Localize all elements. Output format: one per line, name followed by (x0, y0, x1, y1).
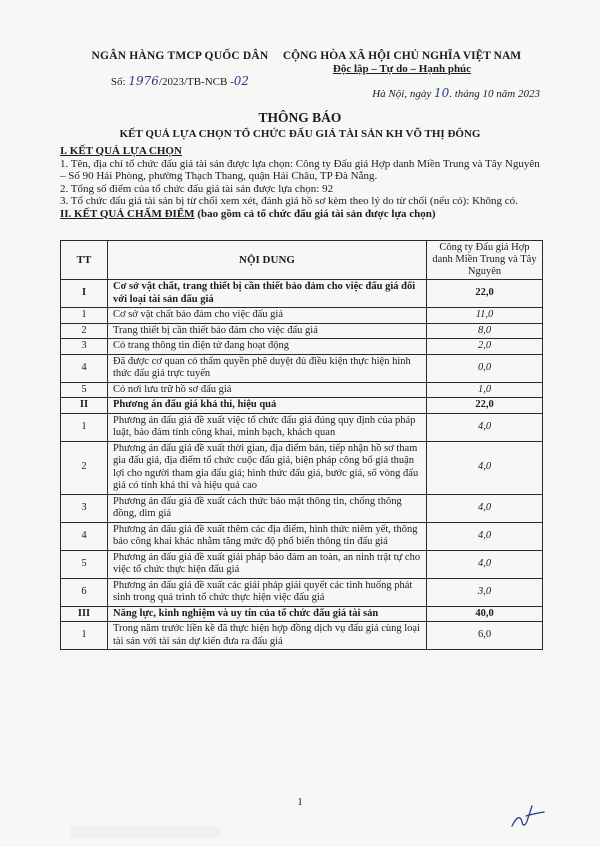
scoring-table (60, 240, 543, 650)
row-content: Phương án đấu giá đề xuất các giải pháp giải quyết các tình huống phát sinh trong quá trình tổ chức thực hiện việc đấu giá (108, 578, 427, 606)
row-score: 1,0 (427, 382, 543, 398)
row-content: Phương án đấu giá đề xuất việc tổ chức đấu giá đúng quy định của pháp luật, bảo đảm tính công khai, minh bạch, khách quan (108, 413, 427, 441)
row-content: Cơ sở vật chất, trang thiết bị cần thiết bảo đảm cho việc đấu giá đối với loại tài sản đấu giá (108, 280, 427, 308)
header-tt: TT (61, 241, 108, 280)
row-score: 2,0 (427, 339, 543, 355)
date-prefix: Hà Nội, ngày (372, 88, 432, 100)
page-number: 1 (297, 796, 303, 808)
faint-bleedthrough (70, 826, 220, 838)
row-score: 22,0 (427, 280, 543, 308)
date-day-handwritten: 10 (433, 86, 450, 100)
table-row (61, 308, 543, 324)
section-1-item-2: 2. Tổng số điểm của tổ chức đấu giá tài sản được lựa chọn: 92 (60, 182, 334, 195)
table-row (61, 522, 543, 550)
table-header-row (61, 241, 543, 280)
row-score: 0,0 (427, 354, 543, 382)
row-content: Có trang thông tin điện tử đang hoạt động (108, 339, 427, 355)
row-content: Năng lực, kinh nghiệm và uy tín của tổ chức đấu giá tài sản (108, 606, 427, 622)
row-score: 4,0 (427, 441, 543, 494)
table-row (61, 280, 543, 308)
row-tt: 6 (61, 578, 108, 606)
row-score: 4,0 (427, 413, 543, 441)
section-1-heading: I. KẾT QUẢ LỰA CHỌN (60, 145, 182, 157)
section-1 (60, 145, 544, 220)
row-content: Đã được cơ quan có thẩm quyền phê duyệt đủ điều kiện thực hiện hình thức đấu giá trực tuyến (108, 354, 427, 382)
row-content: Phương án đấu giá đề xuất giải pháp bảo đảm an toàn, an ninh trật tự cho việc tổ chức thực hiện đấu giá (108, 550, 427, 578)
section-2-title: II. KẾT QUẢ CHẤM ĐIỂM (60, 207, 195, 220)
nation-name: CỘNG HÒA XÃ HỘI CHỦ NGHĨA VIỆT NAM (282, 50, 522, 62)
row-tt: I (61, 280, 108, 308)
row-score: 22,0 (427, 398, 543, 414)
row-tt: 1 (61, 413, 108, 441)
row-tt: 2 (61, 323, 108, 339)
row-score: 3,0 (427, 578, 543, 606)
row-score: 11,0 (427, 308, 543, 324)
header-content: NỘI DUNG (108, 241, 427, 280)
row-content: Phương án đấu giá đề xuất cách thức bảo mật thông tin, chống thông đồng, dìm giá (108, 494, 427, 522)
doc-no-handwritten-suffix: 02 (233, 74, 250, 88)
section-2-note: (bao gồm cả tổ chức đấu giá tài sản được lựa chọn) (197, 207, 436, 220)
row-score: 4,0 (427, 494, 543, 522)
row-tt: 2 (61, 441, 108, 494)
row-tt: 4 (61, 522, 108, 550)
initials-signature (508, 800, 548, 839)
table-row (61, 622, 543, 650)
table-row (61, 494, 543, 522)
row-score: 4,0 (427, 550, 543, 578)
table-row (61, 606, 543, 622)
row-content: Phương án đấu giá đề xuất thêm các địa điểm, hình thức niêm yết, thông báo công khai khác nhằm tăng mức độ phổ biến thông tin đấu giá (108, 522, 427, 550)
row-tt: 5 (61, 550, 108, 578)
row-score: 6,0 (427, 622, 543, 650)
document-number (80, 74, 280, 88)
row-tt: 1 (61, 622, 108, 650)
doc-no-prefix: Số: (110, 76, 126, 88)
row-content: Phương án đấu giá khả thi, hiệu quả (108, 398, 427, 414)
table-row (61, 441, 543, 494)
table-row (61, 323, 543, 339)
row-tt: 1 (61, 308, 108, 324)
row-tt: 3 (61, 494, 108, 522)
header-company: Công ty Đấu giá Hợp danh Miền Trung và Tây Nguyên (427, 241, 543, 280)
row-score: 8,0 (427, 323, 543, 339)
section-2-heading (60, 208, 544, 221)
doc-no-handwritten: 1976 (128, 74, 159, 88)
row-tt: 5 (61, 382, 108, 398)
row-tt: 4 (61, 354, 108, 382)
row-content: Cơ sở vật chất bảo đảm cho việc đấu giá (108, 308, 427, 324)
doc-no-mid: /2023/TB-NCB - (158, 76, 234, 88)
date-suffix: . tháng 10 năm 2023 (449, 88, 540, 100)
row-score: 4,0 (427, 522, 543, 550)
table-body (61, 280, 543, 650)
document-title: THÔNG BÁO (258, 110, 342, 125)
issuer-block (80, 50, 280, 88)
section-1-item-1: 1. Tên, địa chỉ tổ chức đấu giá tài sản được lựa chọn: Công ty Đấu giá Hợp danh Miền Trung và Tây Nguyên – Số 90 Hải Phòng, phường Thạch Thang, quận Hải Châu, TP Đà Nẵng. (60, 157, 540, 182)
table-row (61, 382, 543, 398)
row-score: 40,0 (427, 606, 543, 622)
table-row (61, 339, 543, 355)
row-content: Trang thiết bị cần thiết bảo đảm cho việc đấu giá (108, 323, 427, 339)
date-line (300, 86, 540, 100)
row-tt: II (61, 398, 108, 414)
table-row (61, 354, 543, 382)
document-subtitle: KẾT QUẢ LỰA CHỌN TỔ CHỨC ĐẤU GIÁ TÀI SẢN KH VÕ THỊ ĐÔNG (119, 128, 481, 140)
table-row (61, 578, 543, 606)
row-content: Có nơi lưu trữ hồ sơ đấu giá (108, 382, 427, 398)
row-content: Trong năm trước liền kề đã thực hiện hợp đồng dịch vụ đấu giá cùng loại tài sản với tài sản dự kiến đưa ra đấu giá (108, 622, 427, 650)
row-tt: III (61, 606, 108, 622)
table-row (61, 413, 543, 441)
row-content: Phương án đấu giá đề xuất thời gian, địa điểm bán, tiếp nhận hồ sơ tham gia đấu giá, địa điểm tổ chức cuộc đấu giá, biện pháp công bố giá thuận lợi cho người tham gia đấu giá; hình thức đấu giá, bước giá, số vòng đấu giá có tính khả thi và hiệu quả cao (108, 441, 427, 494)
table-row (61, 550, 543, 578)
national-heading (268, 50, 536, 75)
section-1-item-3: 3. Tổ chức đấu giá tài sản bị từ chối xem xét, đánh giá hồ sơ kèm theo lý do từ chối (nếu có): Không có. (60, 195, 518, 207)
bank-name: NGÂN HÀNG TMCP QUỐC DÂN (91, 50, 269, 62)
national-motto: Độc lập – Tự do – Hạnh phúc (332, 63, 472, 75)
row-tt: 3 (61, 339, 108, 355)
table-row (61, 398, 543, 414)
